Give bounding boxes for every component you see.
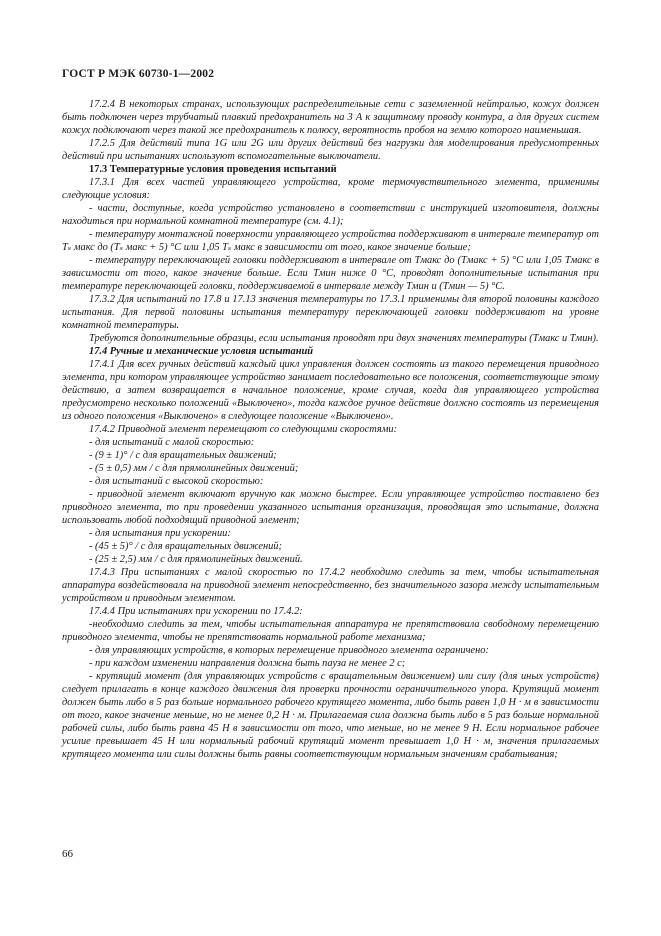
list-item: - для испытания при ускорении: <box>89 528 231 539</box>
list-item: - (25 ± 2,5) мм / с для прямолинейных движений. <box>89 554 303 565</box>
paragraph: Требуются дополнительные образцы, если испытания проводят при двух значениях температуры (Tмакс и Tмин). <box>89 333 599 344</box>
list-item: -необходимо следить за тем, чтобы испытательная аппаратура не препятствовала свободному перемещению приводного элемента, чтобы не препятствовать нормальной работе механизма; <box>62 619 599 643</box>
document-body <box>62 98 599 761</box>
list-item: - для испытаний с высокой скоростью: <box>89 476 264 487</box>
section-heading-17-4: 17.4 Ручные и механические условия испытаний <box>89 346 314 357</box>
list-item: - (5 ± 0,5) мм / с для прямолинейных движений; <box>89 463 299 474</box>
list-item: - (9 ± 1)° / с для вращательных движений; <box>89 450 277 461</box>
list-item: - для испытаний с малой скоростью: <box>89 437 255 448</box>
list-item: - при каждом изменении направления должна быть пауза не менее 2 с; <box>89 658 406 669</box>
paragraph-17-3-2: 17.3.2 Для испытаний по 17.8 и 17.13 значения температуры по 17.3.1 применимы для второй половины каждого испытания. Для первой половины испытания температуру переключающей головки поддерживают на уровне комнатной температуры. <box>62 294 599 331</box>
list-item: - для управляющих устройств, в которых перемещение приводного элемента ограничено: <box>89 645 489 656</box>
section-heading-17-3: 17.3 Температурные условия проведения испытаний <box>89 164 337 175</box>
paragraph-17-4-1: 17.4.1 Для всех ручных действий каждый цикл управления должен состоять из такого перемещения приводного элемента, при котором управляющее устройство занимает последовательно все положения, соответствующие этому действию, а затем возвращается в начальное положение, кроме случая, когда для управляющего устройства предусмотрено несколько положений «Выключено», тогда каждое ручное действие должно состоять из перемещения из одного положения «Выключено» в следующее положение «Выключено». <box>62 359 599 422</box>
document-header: ГОСТ Р МЭК 60730-1—2002 <box>62 68 215 80</box>
paragraph-17-3-1: 17.3.1 Для всех частей управляющего устройства, кроме термочувствительного элемента, применимы следующие условия: <box>62 177 599 201</box>
page-number: 66 <box>62 848 73 860</box>
paragraph-17-2-4: 17.2.4 В некоторых странах, использующих распределительные сети с заземленной нейтралью, кожух должен быть подключен через трубчатый плавкий предохранитель на 3 А к защитному проводу контура, а для других систем кожух подключают через такой же предохранитель к полюсу, вероятность пробоя на землю которого наименьшая. <box>62 99 599 136</box>
list-item: - (45 ± 5)° / с для вращательных движений; <box>89 541 282 552</box>
list-item: - температуру переключающей головки поддерживают в интервале от Tмакс до (Tмакс + 5) °С или 1,05 Tмакс в зависимости от того, какое значение больше. Если Tмин ниже 0 °С, проводят дополнительные испытания при температуре переключающей головки, поддерживаемой в интервале между Tмин и (Tмин — 5) °С. <box>62 255 599 292</box>
paragraph-17-4-3: 17.4.3 При испытаниях с малой скоростью по 17.4.2 необходимо следить за тем, чтобы испытательная аппаратура воздействовала на приводной элемент непосредственно, без значительного зазора между испытательным устройством и приводным элементом. <box>62 567 599 604</box>
list-item: - приводной элемент включают вручную как можно быстрее. Если управляющее устройство поставлено без приводного элемента, то при проведении указанного испытания организация, проводящая это испытание, должна использовать любой подходящий приводной элемент; <box>62 489 599 526</box>
paragraph-17-4-2: 17.4.2 Приводной элемент перемещают со следующими скоростями: <box>89 424 398 435</box>
list-item: - температуру монтажной поверхности управляющего устройства поддерживают в интервале температур от Tₛ макс до (Tₛ макс + 5) °С или 1,05 Tₛ макс в зависимости от того, какое значение больше; <box>62 229 599 253</box>
paragraph-17-4-4: 17.4.4 При испытаниях при ускорении по 17.4.2: <box>89 606 303 617</box>
paragraph-17-2-5: 17.2.5 Для действий типа 1G или 2G или других действий без нагрузки для моделирования предусмотренных действий при испытаниях используют вспомогательные выключатели. <box>62 138 599 162</box>
list-item: - крутящий момент (для управляющих устройств с вращательным движением) или силу (для иных устройств) следует прилагать в конце каждого движения для проверки прочности ограничительного упора. Крутящий момент должен быть либо в 5 раз больше нормального рабочего крутящего момента, либо быть равен 1,0 Н · м в зависимости от того, какое значение меньше, но не менее 0,2 Н · м. Прилагаемая сила должна быть либо в 5 раз больше нормальной рабочей силы, либо быть равна 45 Н в зависимости от того, что меньше, но не менее 9 Н. Если нормальное рабочее усилие превышает 45 Н или нормальный рабочий крутящий момент превышает 1,0 Н · м, значения прилагаемых крутящего момента или силы должны быть равны соответствующим нормальным значениям срабатывания; <box>62 671 599 760</box>
list-item: - части, доступные, когда устройство установлено в соответствии с инструкцией изготовителя, должны находиться при нормальной комнатной температуре (см. 4.1); <box>62 203 599 227</box>
